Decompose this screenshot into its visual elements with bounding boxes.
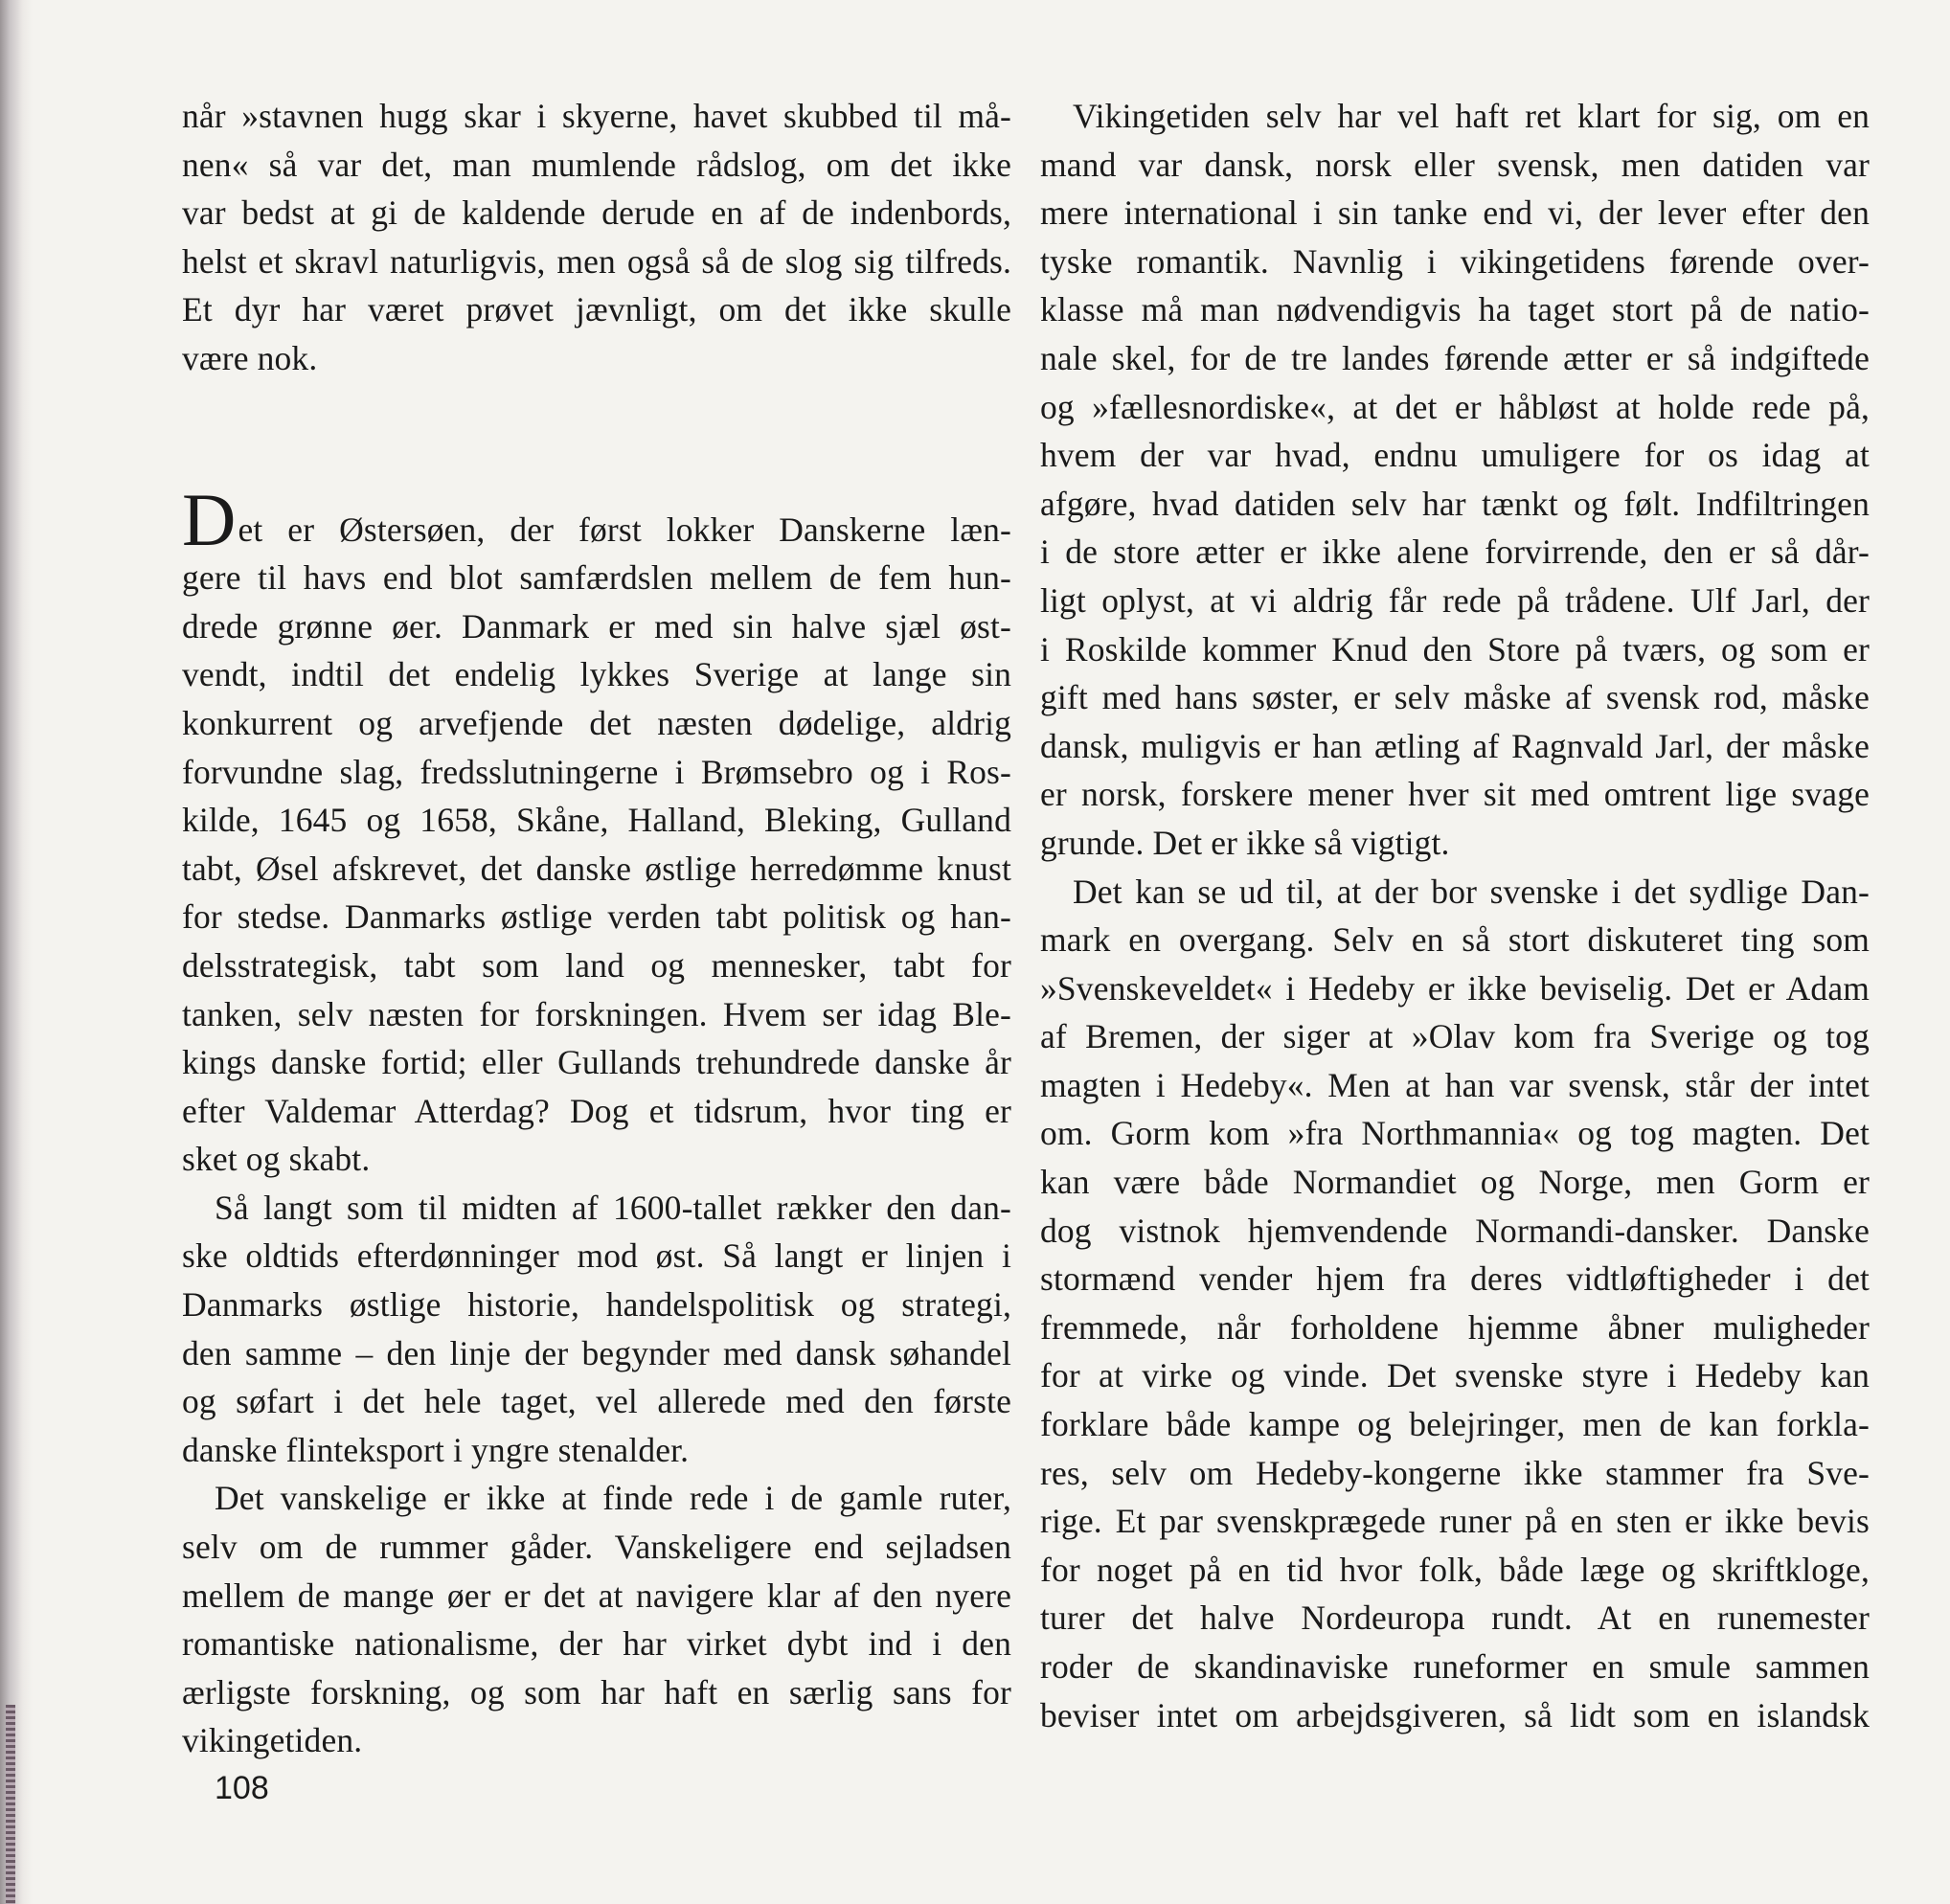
text-line: roder de skandinaviske runeformer en smule sammen	[1040, 1647, 1870, 1686]
text-line: forklare både kampe og belejringer, men de kan forkla-	[1040, 1405, 1870, 1444]
text-line: hvem der var hvad, endnu umuligere for os idag at	[1040, 436, 1870, 475]
text-line: gere til havs end blot samfærdslen mellem de fem hun-	[182, 558, 1011, 598]
paragraph	[182, 1474, 1011, 1765]
paragraph	[182, 1184, 1011, 1475]
text-line: og »fællesnordiske«, at det er håbløst at holde rede på,	[1040, 387, 1870, 426]
text-line: og søfart i det hele taget, vel allerede med den første	[182, 1382, 1011, 1421]
text-line: klasse må man nødvendigvis ha taget stort på de natio-	[1040, 290, 1870, 329]
text-line: var bedst at gi de kaldende derude en af de indenbords,	[182, 193, 1011, 233]
drop-cap: D	[182, 477, 237, 561]
text-line: kan være både Normandiet og Norge, men Gorm er	[1040, 1163, 1870, 1202]
text-line: efter Valdemar Atterdag? Dog et tidsrum, hvor ting er	[182, 1091, 1011, 1130]
text-line: Det vanskelige er ikke at finde rede i de gamle ruter,	[215, 1479, 1011, 1518]
text-line: sket og skabt.	[182, 1140, 371, 1179]
text-line: Det kan se ud til, at der bor svenske i det sydlige Dan-	[1073, 872, 1870, 911]
text-line: mark en overgang. Selv en så stort diskuteret ting som	[1040, 920, 1870, 960]
text-line: »Svenskeveldet« i Hedeby er ikke beviselig. Det er Adam	[1040, 968, 1870, 1008]
text-line: ærligste forskning, og som har haft en særlig sans for	[182, 1672, 1011, 1711]
text-line: drede grønne øer. Danmark er med sin halve sjæl øst-	[182, 606, 1011, 646]
text-line: helst et skravl naturligvis, men også så de slog sig tilfreds.	[182, 241, 1011, 281]
text-line: mere international i sin tanke end vi, der lever efter den	[1040, 193, 1870, 233]
paragraph	[1040, 92, 1870, 868]
text-line: nale skel, for de tre landes førende ætter er så indgiftede	[1040, 338, 1870, 377]
text-line: tyske romantik. Navnlig i vikingetidens førende over-	[1040, 241, 1870, 281]
text-line: tanken, selv næsten for forskningen. Hvem ser idag Ble-	[182, 994, 1011, 1033]
text-line: stormænd vender hjem fra deres vidtløftigheder i det	[1040, 1259, 1870, 1299]
text-line: res, selv om Hedeby-kongerne ikke stammer fra Sve-	[1040, 1453, 1870, 1492]
text-line: vendt, indtil det endelig lykkes Sverige at lange sin	[182, 655, 1011, 694]
text-line: mand var dansk, norsk eller svensk, men datiden var	[1040, 145, 1870, 184]
text-line: i Roskilde kommer Knud den Store på tværs, og som er	[1040, 629, 1870, 669]
text-line: romantiske nationalisme, der har virket dybt ind i den	[182, 1624, 1011, 1664]
paragraph	[182, 477, 1011, 1184]
text-line	[182, 477, 1011, 561]
text-line: være nok.	[182, 338, 318, 377]
section-break	[182, 383, 1011, 496]
text-line: tabt, Øsel afskrevet, det danske østlige herredømme knust	[182, 849, 1011, 888]
paragraph	[182, 92, 1011, 383]
text-line: i de store ætter er ikke alene forvirrende, den er så dår-	[1040, 533, 1870, 572]
text-line: afgøre, hvad datiden selv har tænkt og følt. Indfiltringen	[1040, 484, 1870, 523]
text-line: selv om de rummer gåder. Vanskeligere end sejladsen	[182, 1528, 1011, 1567]
text-line: forvundne slag, fredsslutningerne i Brømsebro og i Ros-	[182, 752, 1011, 791]
text-line: vikingetiden.	[182, 1721, 363, 1760]
text-line: delsstrategisk, tabt som land og mennesker, tabt for	[182, 945, 1011, 985]
text-line: ske oldtids efterdønninger mod øst. Så langt er linjen i	[182, 1236, 1011, 1276]
text-line: den samme – den linje der begynder med dansk søhandel	[182, 1333, 1011, 1372]
text-line-rest: et er Østersøen, der først lokker Danskerne læn-	[238, 510, 1011, 549]
text-line: dansk, muligvis er han ætling af Ragnvald Jarl, der måske	[1040, 726, 1870, 765]
text-line: magten i Hedeby«. Men at han var svensk, står der intet	[1040, 1065, 1870, 1104]
right-text-column	[1040, 92, 1870, 1739]
text-line: Et dyr har været prøvet jævnligt, om det ikke skulle	[182, 290, 1011, 329]
left-text-column	[182, 92, 1011, 1765]
text-line: Så langt som til midten af 1600-tallet rækker den dan-	[215, 1188, 1011, 1227]
page-number: 108	[215, 1770, 269, 1806]
text-line: kilde, 1645 og 1658, Skåne, Halland, Bleking, Gulland	[182, 801, 1011, 840]
text-line: om. Gorm kom »fra Northmannia« og tog magten. Det	[1040, 1114, 1870, 1153]
text-line: danske flinteksport i yngre stenalder.	[182, 1430, 690, 1469]
text-line: mellem de mange øer er det at navigere klar af den nyere	[182, 1575, 1011, 1615]
text-line: for noget på en tid hvor folk, både læge og skriftkloge,	[1040, 1550, 1870, 1589]
text-line: for stedse. Danmarks østlige verden tabt politisk og han-	[182, 897, 1011, 937]
text-line: fremmede, når forholdene hjemme åbner muligheder	[1040, 1307, 1870, 1347]
text-line: nen« så var det, man mumlende rådslog, om det ikke	[182, 145, 1011, 184]
text-line: ligt oplyst, at vi aldrig får rede på trådene. Ulf Jarl, der	[1040, 580, 1870, 620]
text-line: turer det halve Nordeuropa rundt. At en runemester	[1040, 1598, 1870, 1638]
text-line: Danmarks østlige historie, handelspolitisk og strategi,	[182, 1285, 1011, 1325]
page-binding-edge	[0, 0, 33, 1904]
text-line: af Bremen, der siger at »Olav kom fra Sverige og tog	[1040, 1017, 1870, 1056]
text-line: kings danske fortid; eller Gullands trehundrede danske år	[182, 1043, 1011, 1082]
text-line: grunde. Det er ikke så vigtigt.	[1040, 823, 1450, 862]
text-line: dog vistnok hjemvendende Normandi-dansker. Danske	[1040, 1211, 1870, 1250]
text-line: når »stavnen hugg skar i skyerne, havet skubbed til må-	[182, 97, 1011, 135]
text-line: konkurrent og arvefjende det næsten dødelige, aldrig	[182, 703, 1011, 742]
text-line: Vikingetiden selv har vel haft ret klart for sig, om en	[1073, 97, 1870, 135]
paragraph	[1040, 868, 1870, 1740]
text-line: beviser intet om arbejdsgiveren, så lidt som en islandsk	[1040, 1695, 1870, 1734]
text-line: rige. Et par svenskprægede runer på en sten er ikke bevis	[1040, 1502, 1870, 1541]
text-line: for at virke og vinde. Det svenske styre i Hedeby kan	[1040, 1356, 1870, 1395]
text-line: er norsk, forskere mener hver sit med omtrent lige svage	[1040, 775, 1870, 814]
text-line: gift med hans søster, er selv måske af svensk rod, måske	[1040, 678, 1870, 717]
